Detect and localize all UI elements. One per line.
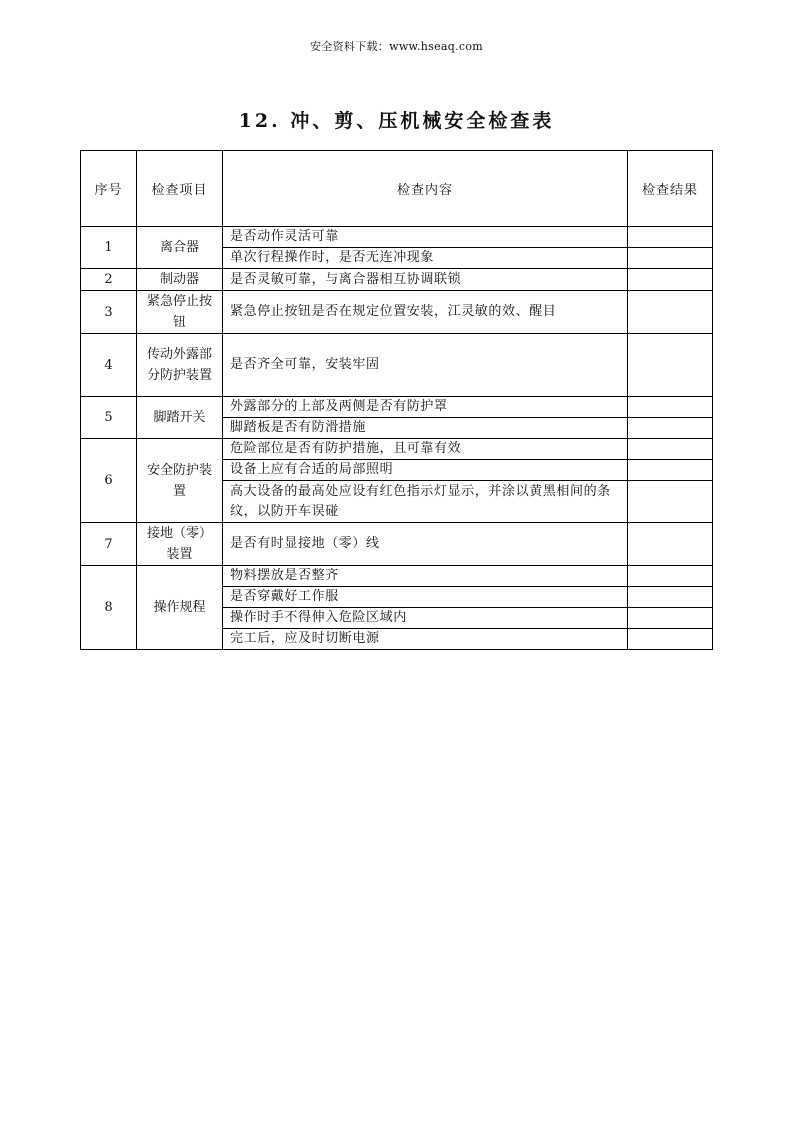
check-item: 紧急停止按钮 [137,291,223,334]
check-content: 是否穿戴好工作服 [223,587,628,608]
header-content: 检查内容 [223,151,628,227]
check-result-cell[interactable] [628,439,713,460]
table-row [81,227,713,248]
row-number: 3 [81,291,137,334]
check-result-cell[interactable] [628,334,713,397]
table-row [81,523,713,566]
check-result-cell[interactable] [628,566,713,587]
check-item: 操作规程 [137,566,223,650]
row-number: 6 [81,439,137,523]
check-content: 单次行程操作时，是否无连冲现象 [223,248,628,269]
table-header-row [81,151,713,227]
check-content: 操作时手不得伸入危险区域内 [223,608,628,629]
check-content: 物料摆放是否整齐 [223,566,628,587]
table-row [81,269,713,291]
page-header: 安全资料下载：www.hseaq.com [310,40,483,53]
check-content: 完工后，应及时切断电源 [223,629,628,650]
check-result-cell[interactable] [628,629,713,650]
check-item: 脚踏开关 [137,397,223,439]
check-content: 是否齐全可靠，安装牢固 [223,334,628,397]
table-row [81,566,713,587]
header-result: 检查结果 [628,151,713,227]
check-content: 紧急停止按钮是否在规定位置安装，江灵敏的效、醒目 [223,291,628,334]
check-item: 安全防护装置 [137,439,223,523]
safety-checklist-table [80,150,713,650]
row-number: 8 [81,566,137,650]
table-row [81,397,713,418]
check-content: 设备上应有合适的局部照明 [223,460,628,481]
check-result-cell[interactable] [628,418,713,439]
check-result-cell[interactable] [628,397,713,418]
check-result-cell[interactable] [628,248,713,269]
row-number: 1 [81,227,137,269]
check-result-cell[interactable] [628,291,713,334]
table-row [81,291,713,334]
check-content: 是否灵敏可靠，与离合器相互协调联锁 [223,269,628,291]
table-row [81,439,713,460]
header-no: 序号 [81,151,137,227]
check-content: 是否动作灵活可靠 [223,227,628,248]
row-number: 7 [81,523,137,566]
header-item: 检查项目 [137,151,223,227]
check-result-cell[interactable] [628,608,713,629]
check-result-cell[interactable] [628,460,713,481]
check-result-cell[interactable] [628,227,713,248]
table-row [81,334,713,397]
check-content: 高大设备的最高处应设有红色指示灯显示，并涂以黄黑相间的条纹，以防开车误碰 [223,481,628,523]
check-content: 外露部分的上部及两侧是否有防护罩 [223,397,628,418]
row-number: 4 [81,334,137,397]
check-content: 危险部位是否有防护措施，且可靠有效 [223,439,628,460]
check-result-cell[interactable] [628,523,713,566]
row-number: 5 [81,397,137,439]
check-item: 离合器 [137,227,223,269]
check-content: 是否有时显接地（零）线 [223,523,628,566]
check-content: 脚踏板是否有防滑措施 [223,418,628,439]
page-title: 12. 冲、剪、压机械安全检查表 [238,110,555,132]
check-result-cell[interactable] [628,481,713,523]
check-item: 制动器 [137,269,223,291]
check-result-cell[interactable] [628,269,713,291]
check-result-cell[interactable] [628,587,713,608]
row-number: 2 [81,269,137,291]
check-item: 传动外露部分防护装置 [137,334,223,397]
check-item: 接地（零）装置 [137,523,223,566]
